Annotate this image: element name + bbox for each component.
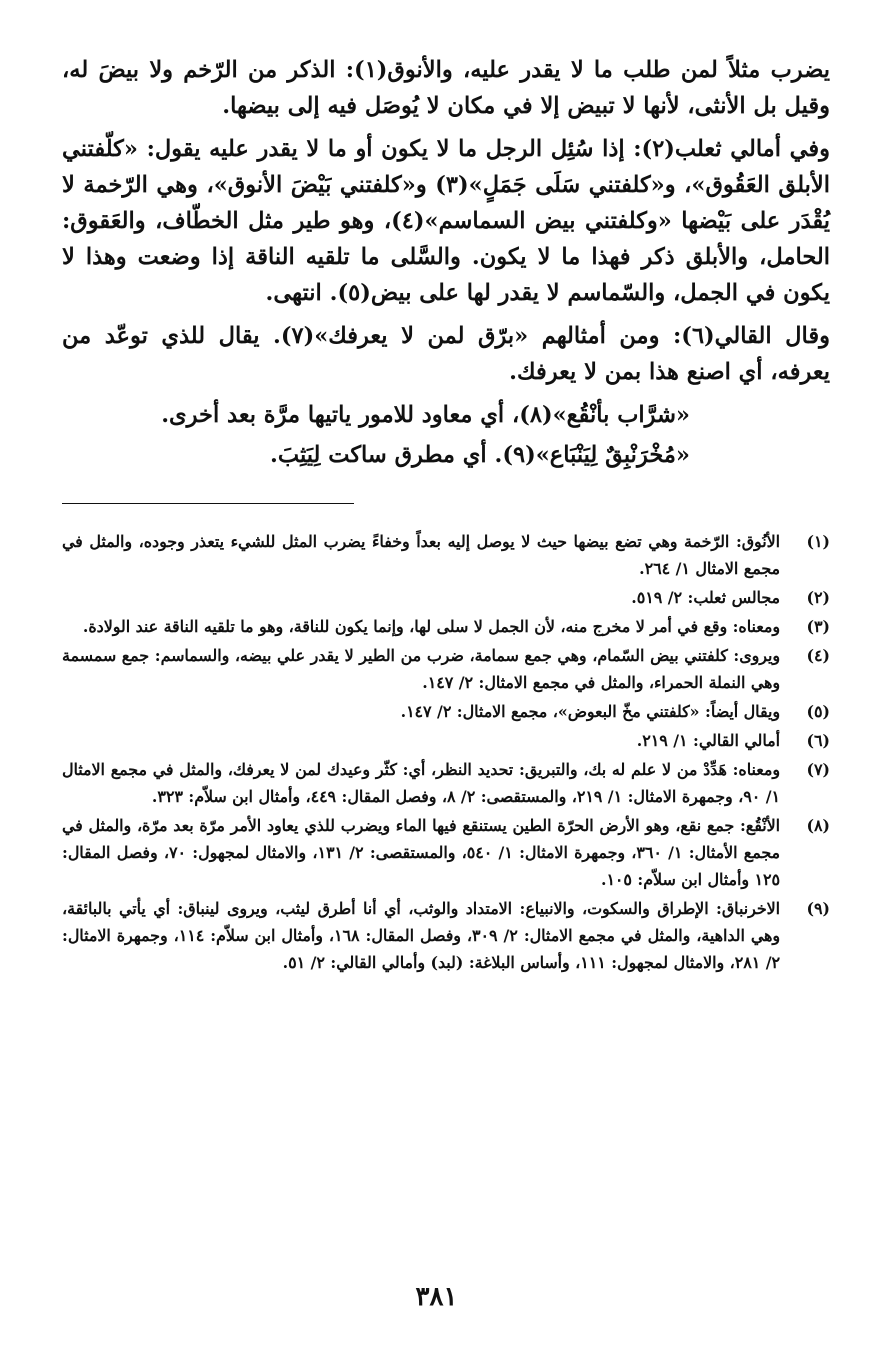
- footnote: [62, 642, 830, 696]
- footnote-text: ومعناه: وقع في أمر لا مخرج منه، لأن الجمل لا سلى لها، وإنما يكون للناقة، وهو ما تلقيه الناقة عند الولادة.: [82, 617, 780, 636]
- footnote-divider: [62, 503, 354, 504]
- proverb-line: «شرَّاب بأنْقُع»(٨)، أي معاود للامور ياتيها مرَّة بعد أخرى.: [161, 402, 690, 428]
- footnote: [62, 698, 830, 725]
- footnote-text: ويروى: كلفتني بيض السّمام، وهي جمع سمامة، ضرب من الطير لا يقدر علي بيضه، والسماسم: جمع سمسمة وهي النملة الحمراء، والمثل في مجمع الامثال: ٢/ ١٤٧.: [62, 646, 780, 692]
- footnote: [62, 812, 830, 893]
- paragraph: وفي أمالي ثعلب(٢): إذا سُئِل الرجل ما لا يكون أو ما لا يقدر عليه يقول: «كلّفتني الأبلق العَقُوق»، و«كلفتني سَلَى جَمَلٍ»(٣) و«كلفتني بَيْضَ الأنوق»، وهي الرّخمة لا يُقْدَر على بَيْضها «وكلفتني بيض السماسم»(٤)، وهو طير مثل الخطّاف، والعَقوق: الحامل، والأبلق ذكر فهذا ما لا يكون. والسَّلى ما تلقيه الناقة إذا وضعت وهذا لا يكون في الجمل، والسّماسم لا يقدر لها على بيض(٥). انتهى.: [62, 136, 831, 306]
- paragraph: يضرب مثلاً لمن طلب ما لا يقدر عليه، والأنوق(١): الذكر من الرّخم ولا بيضَ له، وقيل بل الأنثى، لأنها لا تبيض إلا في مكان لا يُوصَل فيه إلى بيضها.: [62, 57, 830, 119]
- footnote-number: (٤): [806, 646, 830, 665]
- paragraph: وقال القالي(٦): ومن أمثالهم «برّق لمن لا يعرفك»(٧). يقال للذي توعّد من يعرفه، أي اصنع هذا بمن لا يعرفك.: [62, 323, 830, 385]
- footnote-number: (٦): [806, 731, 830, 750]
- footnote: [62, 727, 830, 754]
- footnote-text: الأنُوق: الرّخمة وهي تضع بيضها حيث لا يوصل إليه بعداً وخفاءً يضرب المثل للشيء يتعذر وجوده، والمثل في مجمع الامثال ١/ ٢٦٤.: [62, 532, 780, 578]
- page-number: ٣٨١: [415, 1282, 458, 1312]
- footnote: [62, 528, 830, 582]
- footnote: [62, 756, 830, 810]
- footnote-number: (٧): [806, 760, 830, 779]
- footnote-text: ومعناه: هَدِّدْ من لا علم له بك، والتبريق: تحديد النظر، أي: كثّر وعيدك لمن لا يعرفك، والمثل في مجمع الامثال ١/ ٩٠، وجمهرة الامثال: ١/ ٢١٩، والمستقصى: ٢/ ٨، وفصل المقال: ٤٤٩، وأمثال ابن سلاّم: ٣٢٣.: [62, 760, 780, 806]
- main-text: [62, 52, 830, 473]
- footnote: [62, 584, 830, 611]
- footnote-number: (٨): [806, 816, 830, 835]
- footnote-number: (٣): [806, 617, 830, 636]
- footnote-text: مجالس ثعلب: ٢/ ٥١٩.: [631, 588, 780, 607]
- footnote-text: الأنْقُع: جمع نقع، وهو الأرض الحرّة الطين يستنقع فيها الماء ويضرب للذي يعاود الأمر مرّة بعد مرّة، والمثل في مجمع الأمثال: ١/ ٣٦٠، وجمهرة الامثال: ١/ ٥٤٠، والمستقصى: ٢/ ١٣١، والامثال لمجهول: ٧٠، وفصل المقال: ١٢٥ وأمثال ابن سلاّم: ١٠٥.: [62, 816, 780, 889]
- footnote-text: أمالي القالي: ١/ ٢١٩.: [636, 731, 780, 750]
- footnote-number: (١): [806, 532, 830, 551]
- footnote-text: الاخرنباق: الإطراق والسكوت، والانبياع: الامتداد والوثب، أي أنا أطرق ليثب، ويروى لينباق: أي يأتي بالبائقة، وهي الداهية، والمثل في مجمع الامثال: ٢/ ٣٠٩، وفصل المقال: ١٦٨، وأمثال ابن سلاّم: ١١٤، وجمهرة الامثال: ٢/ ٢٨١، والامثال لمجهول: ١١١، وأساس البلاغة: (لبد) وأمالي القالي: ٢/ ٥١.: [62, 899, 781, 972]
- footnote-number: (٩): [806, 899, 830, 918]
- footnote: [62, 613, 830, 640]
- footnote-number: (٥): [806, 702, 830, 721]
- footnote: [62, 895, 830, 976]
- page-body: [62, 52, 830, 978]
- footnotes-list: [62, 528, 830, 976]
- proverb-line: «مُخْرَنْبِقٌ لِيَنْبَاع»(٩). أي مطرق ساكت لِيَثِبَ.: [270, 442, 690, 468]
- footnote-text: ويقال أيضاً: «كلفتني مخّ البعوض»، مجمع الامثال: ٢/ ١٤٧.: [400, 702, 780, 721]
- footnote-number: (٢): [806, 588, 830, 607]
